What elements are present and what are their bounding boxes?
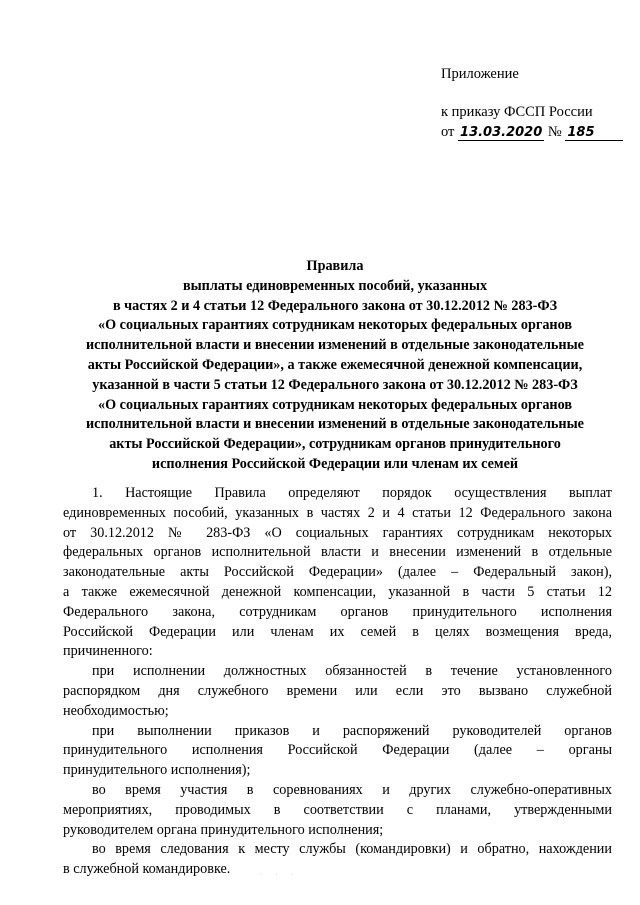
title-line: выплаты единовременных пособий, указанных <box>182 277 488 294</box>
number-field <box>565 125 623 141</box>
text-line: при выполнении приказов и распоряжений руководителей органов <box>92 722 612 739</box>
appendix-header <box>441 64 621 142</box>
title-line: акты Российской Федерации», а также ежемесячной денежной компенсации, <box>87 356 583 373</box>
text-line: принудительного исполнения); <box>63 762 251 779</box>
text-line: а также ежемесячной денежной компенсации, указанной в части 5 статьи 12 <box>63 583 612 600</box>
paragraph-3 <box>63 722 612 781</box>
text-line: мероприятиях, проводимых в соответствии с планами, утвержденными <box>63 801 612 818</box>
title-line: исполнения Российской Федерации или членам их семей <box>151 455 519 472</box>
text-line: необходимостью; <box>63 702 169 719</box>
scan-specks: · · · <box>260 872 299 878</box>
paragraph-2 <box>63 662 612 721</box>
paragraph-5 <box>63 840 612 880</box>
text-line: причиненного: <box>63 643 153 660</box>
title-line: Правила <box>306 258 364 274</box>
title-line: акты Российской Федерации», сотрудникам органов принудительного <box>109 436 561 453</box>
document-title <box>60 257 610 475</box>
text-line: распорядком дня служебного времени или если это вызвано служебной <box>63 682 612 699</box>
order-reference: к приказу ФССП России <box>441 104 593 120</box>
text-line: Федерального закона, сотрудникам органов принудительного исполнения <box>63 603 612 620</box>
text-line: единовременных пособий, указанных в частях 2 и 4 статьи 12 Федерального закона <box>63 504 612 521</box>
text-line: руководителем органа принудительного исполнения; <box>63 821 384 838</box>
title-line: исполнительной власти и внесении изменений в отдельные законодательные <box>86 337 584 354</box>
text-line: в служебной командировке. <box>63 861 231 878</box>
appendix-label: Приложение <box>441 66 519 82</box>
title-line: указанной в части 5 статьи 12 Федерального закона от 30.12.2012 № 283-ФЗ <box>92 376 578 393</box>
handwritten-number: 185 <box>567 125 595 140</box>
title-line: «О социальных гарантиях сотрудникам некоторых федеральных органов <box>98 396 572 413</box>
text-line: 1. Настоящие Правила определяют порядок осуществления выплат <box>92 485 612 501</box>
paragraph-4 <box>63 781 612 840</box>
order-date-number <box>441 122 621 142</box>
text-line: Российской Федерации или членам их семей в целях возмещения вреда, <box>63 623 612 640</box>
title-line: «О социальных гарантиях сотрудникам некоторых федеральных органов <box>98 317 572 334</box>
text-line: во время участия в соревнованиях и других служебно-оперативных <box>92 781 612 798</box>
date-prefix: от <box>441 124 455 140</box>
text-line: при исполнении должностных обязанностей в течение установленного <box>92 663 612 680</box>
title-line: в частях 2 и 4 статьи 12 Федерального закона от 30.12.2012 № 283-ФЗ <box>112 297 558 314</box>
title-line: исполнительной власти и внесении изменений в отдельные законодательные <box>86 416 584 433</box>
paragraph-1 <box>63 484 612 662</box>
handwritten-date: 13.03.2020 <box>460 125 543 140</box>
text-line: принудительного исполнения Российской Федерации (далее – органы <box>63 742 612 759</box>
text-line: федеральных органов исполнительной власти и внесении изменений в отдельные <box>63 544 612 561</box>
text-line: законодательные акты Российской Федерации» (далее – Федеральный закон), <box>63 564 612 581</box>
text-line: от 30.12.2012 № 283-ФЗ «О социальных гарантиях сотрудникам некоторых <box>63 524 612 541</box>
number-prefix: № <box>547 124 562 140</box>
text-line: во время следования к месту службы (командировки) и обратно, нахождении <box>92 841 612 858</box>
document-body <box>63 484 612 880</box>
